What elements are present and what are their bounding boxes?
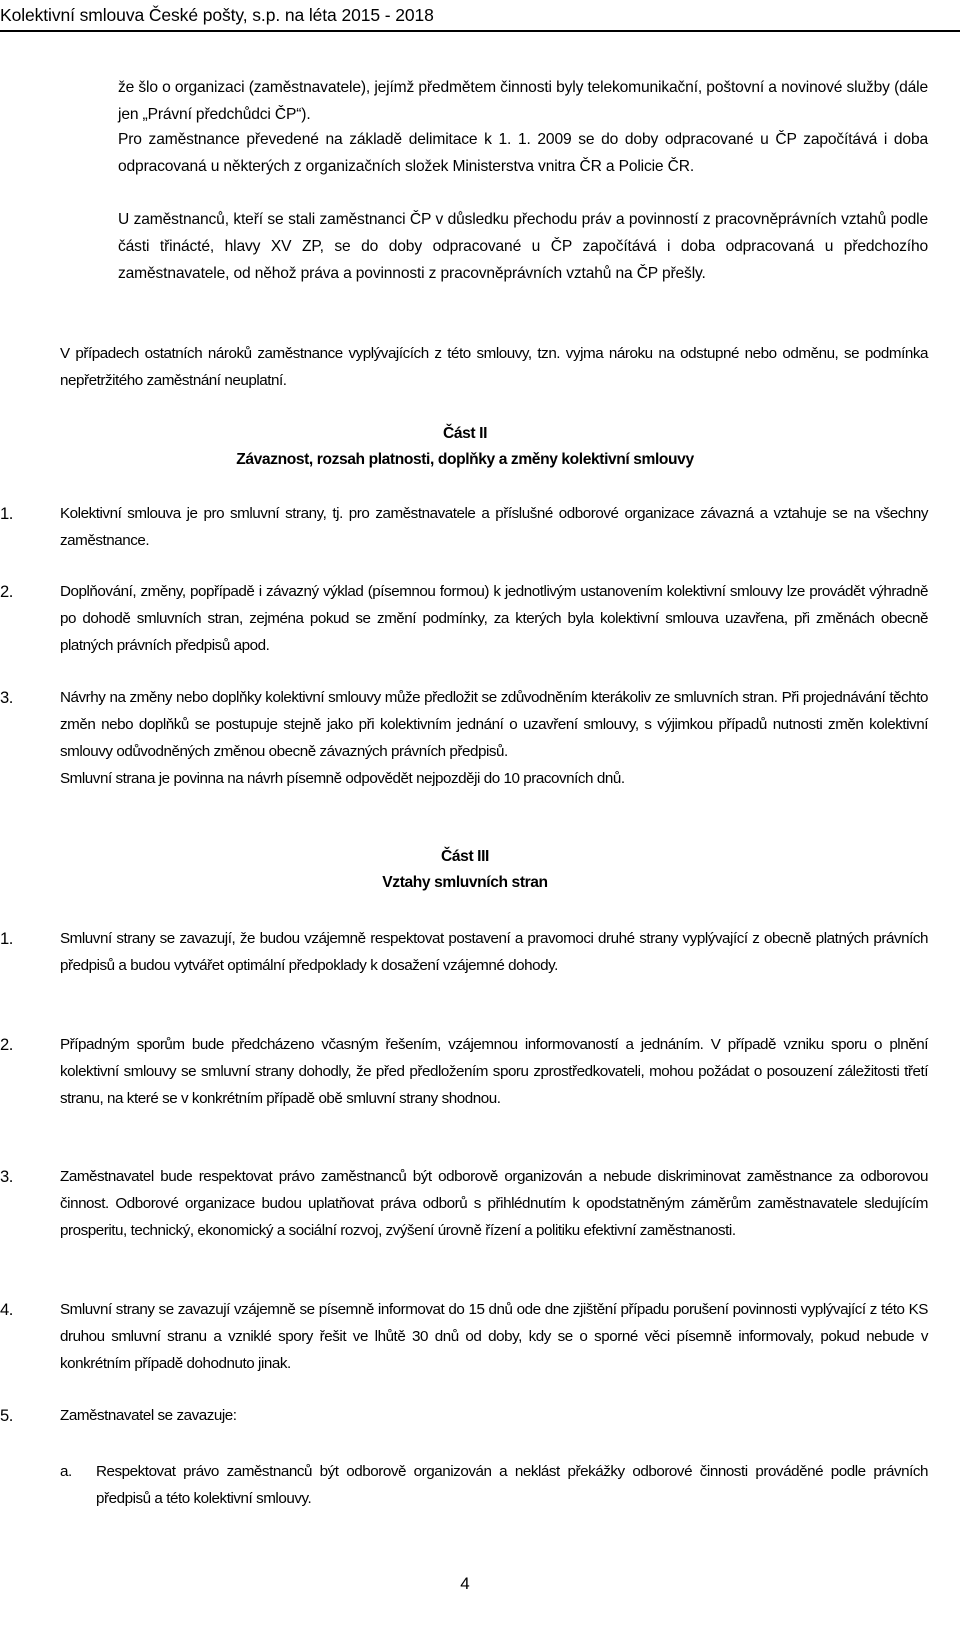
part2-item-3-number: 3.: [0, 688, 13, 707]
part3-subtitle: Vztahy smluvních stran: [382, 874, 548, 891]
header-rule: [0, 30, 960, 32]
intro-paragraph-4: V případech ostatních nároků zaměstnance vyplývajících z této smlouvy, tzn. vyjma nároku na odstupné nebo odměnu, se podmínka nepřetržitého zaměstnání neuplatní.: [60, 345, 928, 389]
document-header: Kolektivní smlouva České pošty, s.p. na léta 2015 - 2018: [0, 5, 434, 25]
part3-title: Část III: [441, 848, 489, 865]
part2-item-2-number: 2.: [0, 582, 13, 601]
page-number: 4: [460, 1574, 470, 1593]
intro-paragraph-2: Pro zaměstnance převedené na základě delimitace k 1. 1. 2009 se do doby odpracované u ČP započítává i doba odpracovaná u některých z organizačních složek Ministerstva vnitra ČR a Policie ČR.: [118, 131, 928, 175]
part3-subitem-a-letter: a.: [60, 1463, 72, 1480]
part2-item-3-text-2: Smluvní strana je povinna na návrh písemně odpovědět nejpozději do 10 pracovních dnů.: [60, 770, 625, 787]
intro-paragraph-3: U zaměstnanců, kteří se stali zaměstnanci ČP v důsledku přechodu práv a povinností z pracovněprávních vztahů podle části třinácté, hlavy XV ZP, se do doby odpracované u ČP započítává i doba odpracovaná u předchozího zaměstnavatele, od něhož práva a povinnosti z pracovněprávních vztahů na ČP přešly.: [118, 211, 928, 282]
part3-subitem-a-text: Respektovat právo zaměstnanců být odborově organizován a neklást překážky odborové činnosti prováděné podle právních předpisů a této kolektivní smlouvy.: [96, 1463, 928, 1507]
part2-item-1-text: Kolektivní smlouva je pro smluvní strany, tj. pro zaměstnavatele a příslušné odborové organizace závazná a vztahuje se na všechny zaměstnance.: [60, 505, 928, 549]
part3-item-1-text: Smluvní strany se zavazují, že budou vzájemně respektovat postavení a pravomoci druhé strany vyplývající z obecně platných právních předpisů a budou vytvářet optimální předpoklady k dosažení vzájemné dohody.: [60, 930, 928, 974]
intro-paragraph-1: že šlo o organizaci (zaměstnavatele), jejímž předmětem činnosti byly telekomunikační, poštovní a novinové služby (dále jen „Právní předchůdci ČP“).: [118, 79, 928, 123]
part2-item-1-number: 1.: [0, 504, 13, 523]
part3-item-2-number: 2.: [0, 1035, 13, 1054]
part2-subtitle: Závaznost, rozsah platnosti, doplňky a změny kolektivní smlouvy: [236, 451, 694, 468]
part3-item-2-text: Případným sporům bude předcházeno včasným řešením, vzájemnou informovaností a jednáním. V případě vzniku sporu o plnění kolektivní smlouvy se smluvní strany dohodly, že před předložením sporu zprostředkovateli, mohou požádat o posouzení záležitosti třetí stranu, na které se v konkrétním případě obě smluvní strany shodnou.: [60, 1036, 928, 1107]
part2-title: Část II: [443, 425, 487, 442]
part2-item-3-text: Návrhy na změny nebo doplňky kolektivní smlouvy může předložit se zdůvodněním kterákoliv ze smluvních stran. Při projednávání těchto změn nebo doplňků se postupuje stejně jako při kolektivním jednání o uzavření smlouvy, s výjimkou případů nutnosti změn kolektivní smlouvy odůvodněných změnou obecně závazných právních předpisů.: [60, 689, 928, 760]
part3-item-5-text: Zaměstnavatel se zavazuje:: [60, 1407, 237, 1424]
part2-item-2-text: Doplňování, změny, popřípadě i závazný výklad (písemnou formou) k jednotlivým ustanovením kolektivní smlouvy lze provádět výhradně po dohodě smluvních stran, zejména pokud se změní podmínky, za kterých byla kolektivní smlouva uzavřena, při změnách obecně platných právních předpisů apod.: [60, 583, 928, 654]
part3-item-5-number: 5.: [0, 1406, 13, 1425]
part3-item-4-text: Smluvní strany se zavazují vzájemně se písemně informovat do 15 dnů ode dne zjištění případu porušení povinnosti vyplývající z této KS druhou smluvní stranu a vzniklé spory řešit ve lhůtě 30 dnů od doby, kdy se o sporné věci písemně informovaly, pokud nebude v konkrétním případě dohodnuto jinak.: [60, 1301, 928, 1372]
part3-item-1-number: 1.: [0, 929, 13, 948]
part3-item-3-text: Zaměstnavatel bude respektovat právo zaměstnanců být odborově organizován a nebude diskriminovat zaměstnance za odborovou činnost. Odborové organizace budou uplatňovat práva odborů s přihlédnutím k opodstatněným záměrům zaměstnavatele sledujícím prosperitu, technický, ekonomický a sociální rozvoj, zvýšení úrovně řízení a politiku efektivní zaměstnanosti.: [60, 1168, 928, 1239]
part3-item-3-number: 3.: [0, 1167, 13, 1186]
part2-item-3: [60, 684, 928, 792]
part3-item-4-number: 4.: [0, 1300, 13, 1319]
